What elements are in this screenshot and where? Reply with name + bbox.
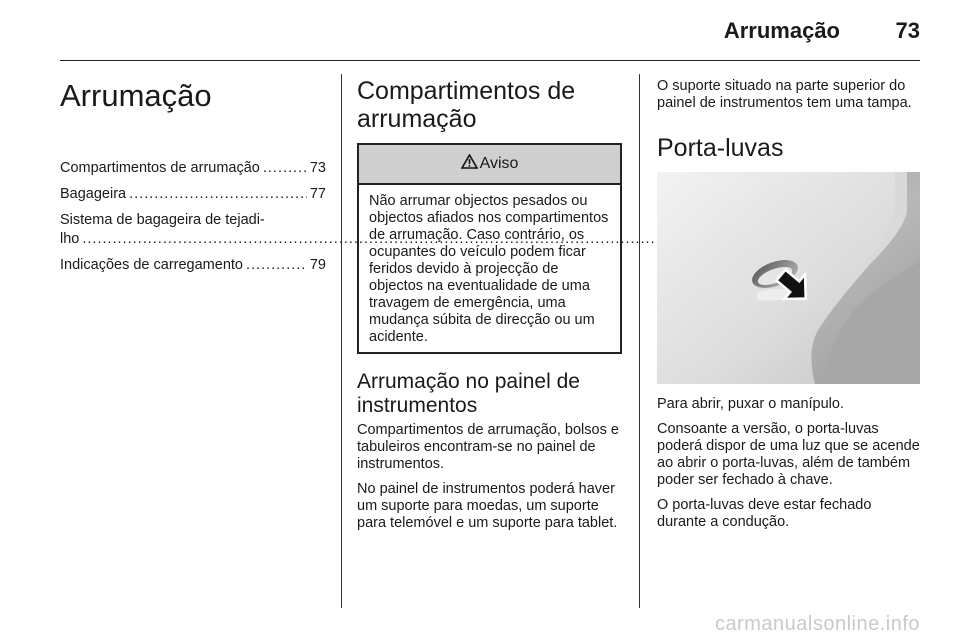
- header-title: Arrumação: [723, 18, 840, 43]
- toc-entry-text: Bagageira: [60, 186, 127, 202]
- toc-entry-text: Indicações de carregamento: [60, 257, 243, 273]
- paragraph: Para abrir, puxar o manípulo.: [657, 396, 844, 412]
- toc-entry[interactable]: [60, 159, 326, 178]
- section-title: Porta-luvas: [657, 134, 784, 162]
- subsection-title: Arrumação no painel de instrumentos: [357, 370, 580, 417]
- paragraph: No painel de instrumentos poderá haver um suporte para moedas, um suporte para telemóvel e um suporte para tablet.: [357, 481, 618, 531]
- toc-leader: [246, 256, 307, 275]
- toc-entry[interactable]: [60, 211, 326, 249]
- chapter-title: Arrumação: [60, 78, 212, 113]
- warning-box: [357, 143, 622, 354]
- toc-entry-text-cont: lho: [60, 231, 80, 247]
- table-of-contents: [60, 159, 326, 275]
- toc-entry-page: 79: [309, 257, 326, 273]
- warning-title: Aviso: [479, 155, 519, 172]
- column-main: [357, 72, 622, 540]
- column-divider-2: [639, 74, 640, 608]
- watermark: carmanualsonline.info: [714, 613, 920, 635]
- page-number: 73: [895, 18, 920, 43]
- toc-entry[interactable]: [60, 256, 326, 275]
- toc-entry-page: 73: [309, 160, 326, 176]
- toc-entry-text: Compartimentos de arrumação: [60, 160, 260, 176]
- column-toc: [60, 72, 326, 282]
- header-rule: [60, 60, 920, 61]
- column-right: [657, 72, 920, 539]
- toc-entry-text: Sistema de bagageira de tejadi-: [60, 212, 265, 228]
- column-divider-1: [341, 74, 342, 608]
- paragraph: Compartimentos de arrumação, bolsos e tabuleiros encontram-se no painel de instrumentos.: [357, 422, 619, 472]
- warning-text: Não arrumar objectos pesados ou objectos afiados nos compartimentos de arrumação. Caso contrário, os ocupantes do veículo podem ficar feridos devido à projecção de objectos na eventualidade de uma travagem de emergência, uma mudança súbita de direcção ou um acidente.: [369, 193, 609, 345]
- glovebox-photo: [657, 172, 920, 384]
- warning-header: [359, 145, 620, 185]
- paragraph: Consoante a versão, o porta-luvas poderá dispor de uma luz que se acende ao abrir o porta-luvas, além de também poder ser fechado à chave.: [657, 421, 920, 488]
- warning-body: [359, 185, 620, 352]
- toc-leader: [263, 159, 307, 178]
- warning-triangle-icon: [461, 154, 478, 174]
- intro-paragraph: O suporte situado na parte superior do painel de instrumentos tem uma tampa.: [657, 78, 912, 111]
- toc-entry-page: 77: [309, 186, 326, 202]
- toc-leader: [129, 185, 307, 204]
- paragraph: O porta-luvas deve estar fechado durante a condução.: [657, 497, 872, 530]
- toc-entry[interactable]: [60, 185, 326, 204]
- section-title: Compartimentos de arrumação: [357, 77, 576, 133]
